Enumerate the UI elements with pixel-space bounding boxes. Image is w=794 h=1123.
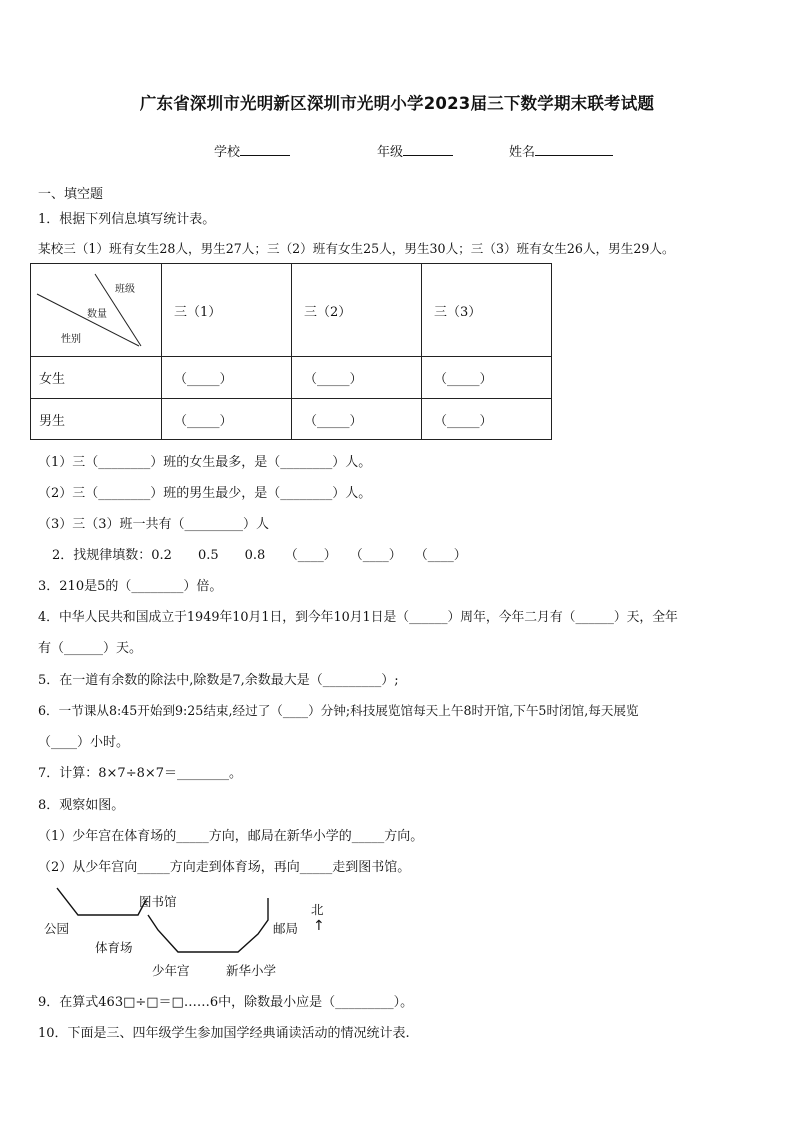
school-blank [240,143,290,156]
q10: 10．下面是三、四年级学生参加国学经典诵读活动的情况统计表. [38,1026,410,1041]
diag-gender-label: 性别 [61,334,81,345]
class-header-3: 三（3） [422,264,552,357]
library-label: 图书馆 [139,894,177,909]
name-blank [535,143,613,156]
diagonal-header-cell [31,264,162,357]
diag-count-label: 数量 [87,309,107,320]
route-map [38,884,338,976]
cell-girls-3: （_____） [422,357,552,399]
q3: 3．210是5的（________）倍。 [38,579,223,594]
park-label: 公园 [44,921,70,936]
cell-girls-2: （_____） [292,357,422,399]
school-field [214,141,290,160]
north-arrow-icon: ↑ [313,918,325,934]
q6-line1: 6．一节课从8:45开始到9:25结束,经过了（____）分钟;科技展览馆每天上午8时开馆,下午5时闭馆,每天展览 [38,703,639,718]
q8-sub2: （2）从少年宫向_____方向走到体育场，再向_____走到图书馆。 [38,860,411,875]
q8-sub1: （1）少年宫在体育场的_____方向，邮局在新华小学的_____方向。 [38,829,424,844]
q6-line2: （____）小时。 [38,735,130,750]
class-header-1: 三（1） [162,264,292,357]
q1-sub3: （3）三（3）班一共有（_________）人 [38,517,270,532]
q2: 2．找规律填数：0.2 0.5 0.8 （____） （____） （____） [52,548,467,563]
q9: 9．在算式463□÷□＝□……6中，除数最小应是（_________）。 [38,995,414,1010]
cell-boys-1: （_____） [162,399,292,440]
page-title: 广东省深圳市光明新区深圳市光明小学2023届三下数学期末联考试题 [139,94,655,113]
grade-field [377,141,453,160]
name-field [509,141,613,160]
row-label-boys: 男生 [31,399,162,440]
table-row [31,357,552,399]
stadium-label: 体育场 [95,940,133,955]
name-label: 姓名 [509,145,536,160]
north-label: 北 [311,902,324,917]
row-label-girls: 女生 [31,357,162,399]
school-label: 学校 [214,145,241,160]
q1-sub2: （2）三（________）班的男生最少，是（________）人。 [38,486,372,501]
cell-boys-3: （_____） [422,399,552,440]
section-heading: 一、填空题 [38,187,104,202]
grade-blank [403,143,453,156]
q4-line2: 有（______）天。 [38,641,143,656]
q8-stem: 8．观察如图。 [38,798,125,813]
q1-sub1: （1）三（________）班的女生最多，是（________）人。 [38,455,372,470]
q1-data: 某校三（1）班有女生28人，男生27人；三（2）班有女生25人，男生30人；三（3）班有女生26人，男生29人。 [38,241,675,256]
q5: 5．在一道有余数的除法中,除数是7,余数最大是（_________）; [38,673,399,688]
grade-label: 年级 [377,145,404,160]
xinhua-school-label: 新华小学 [226,963,277,978]
q4-line1: 4．中华人民共和国成立于1949年10月1日，到今年10月1日是（______）周年，今年二月有（______）天，全年 [38,610,678,625]
table-row [31,399,552,440]
diag-class-label: 班级 [115,284,135,295]
q7: 7．计算：8×7÷8×7＝________。 [38,766,243,781]
class-header-2: 三（2） [292,264,422,357]
cell-boys-2: （_____） [292,399,422,440]
youth-palace-label: 少年宫 [152,963,190,978]
cell-girls-1: （_____） [162,357,292,399]
q1-stem: 1．根据下列信息填写统计表。 [38,212,216,227]
post-office-label: 邮局 [273,921,299,936]
stats-table [30,263,552,440]
